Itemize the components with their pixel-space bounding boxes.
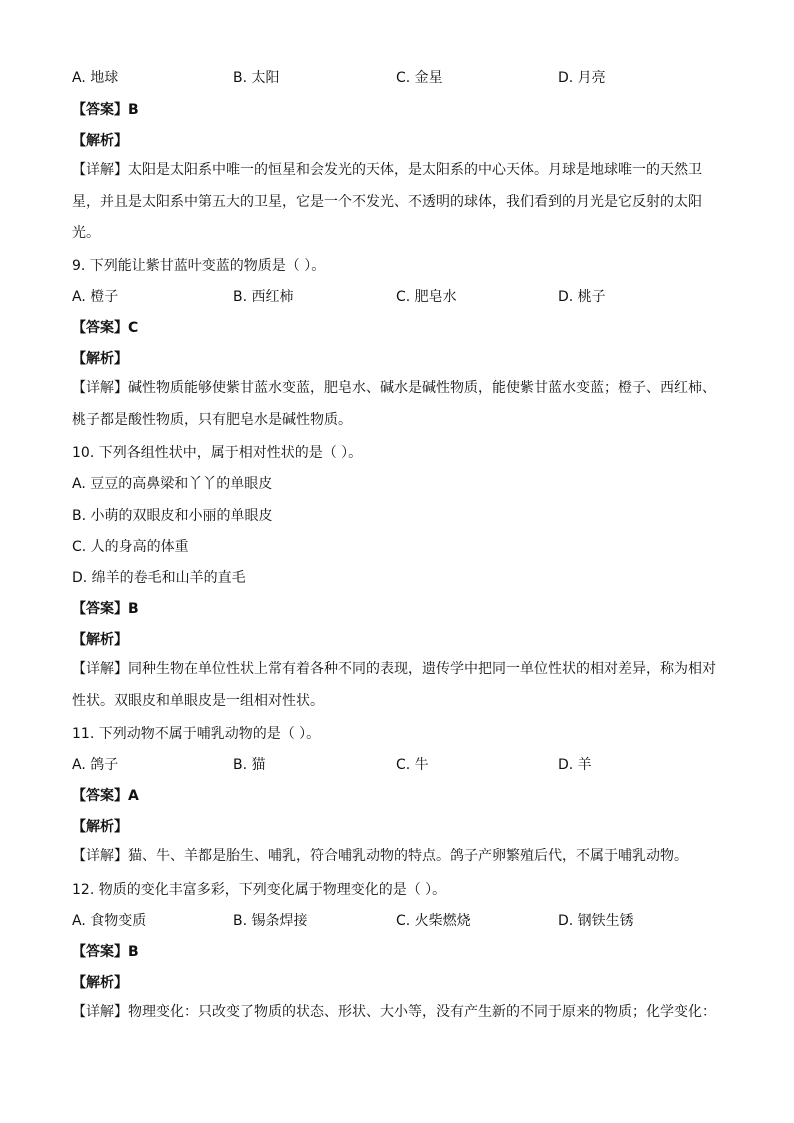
- q9-option-d: D. 桃子: [558, 289, 606, 305]
- q11-option-a: A. 鸽子: [72, 757, 119, 773]
- q12-detail: 【详解】物理变化：只改变了物质的状态、形状、大小等，没有产生新的不同于原来的物质；化学变化：: [72, 1004, 716, 1020]
- q12-option-b: B. 锡条焊接: [233, 913, 308, 929]
- q11-analysis-label: 【解析】: [72, 819, 128, 835]
- q11-detail: 【详解】猫、牛、羊都是胎生、哺乳，符合哺乳动物的特点。鸽子产卵繁殖后代，不属于哺乳动物。: [72, 848, 688, 864]
- q9-option-b: B. 西红柿: [233, 289, 294, 305]
- q11-stem: 11. 下列动物不属于哺乳动物的是（ ）。: [72, 726, 321, 742]
- q12-analysis-label: 【解析】: [72, 975, 128, 991]
- q10-stem: 10. 下列各组性状中，属于相对性状的是（ ）。: [72, 445, 363, 461]
- q10-option-d: D. 绵羊的卷毛和山羊的直毛: [72, 570, 246, 586]
- q8-option-a: A. 地球: [72, 70, 119, 86]
- q8-option-c: C. 金星: [396, 70, 443, 86]
- q9-analysis-label: 【解析】: [72, 351, 128, 367]
- q10-detail: 【详解】同种生物在单位性状上常有着各种不同的表现，遗传学中把同一单位性状的相对差异，称为相对性状。双眼皮和单眼皮是一组相对性状。: [72, 661, 716, 709]
- q8-option-b: B. 太阳: [233, 70, 280, 86]
- q10-answer: 【答案】B: [72, 601, 139, 617]
- q10-option-c: C. 人的身高的体重: [72, 539, 189, 555]
- q8-detail: 【详解】太阳是太阳系中唯一的恒星和会发光的天体，是太阳系的中心天体。月球是地球唯一的天然卫星，并且是太阳系中第五大的卫星，它是一个不发光、不透明的球体，我们看到的月光是它反射的太阳光。: [72, 162, 702, 241]
- q9-stem: 9. 下列能让紫甘蓝叶变蓝的物质是（ ）。: [72, 258, 326, 274]
- q9-option-c: C. 肥皂水: [396, 289, 457, 305]
- q8-option-d: D. 月亮: [558, 70, 606, 86]
- q10-option-b: B. 小萌的双眼皮和小丽的单眼皮: [72, 508, 273, 524]
- q8-analysis-label: 【解析】: [72, 133, 128, 149]
- q10-analysis-label: 【解析】: [72, 632, 128, 648]
- q11-option-d: D. 羊: [558, 757, 592, 773]
- q11-option-b: B. 猫: [233, 757, 266, 773]
- q12-answer: 【答案】B: [72, 944, 139, 960]
- q12-stem: 12. 物质的变化丰富多彩，下列变化属于物理变化的是（ ）。: [72, 882, 447, 898]
- q12-option-a: A. 食物变质: [72, 913, 147, 929]
- q12-option-c: C. 火柴燃烧: [396, 913, 471, 929]
- q11-answer: 【答案】A: [72, 788, 139, 804]
- q9-option-a: A. 橙子: [72, 289, 119, 305]
- q9-detail: 【详解】碱性物质能够使紫甘蓝水变蓝，肥皂水、碱水是碱性物质，能使紫甘蓝水变蓝；橙子、西红柿、桃子都是酸性物质，只有肥皂水是碱性物质。: [72, 380, 716, 428]
- q10-option-a: A. 豆豆的高鼻梁和丫丫的单眼皮: [72, 476, 273, 492]
- q9-answer: 【答案】C: [72, 320, 139, 336]
- q8-answer: 【答案】B: [72, 102, 139, 118]
- q11-option-c: C. 牛: [396, 757, 429, 773]
- q12-option-d: D. 钢铁生锈: [558, 913, 634, 929]
